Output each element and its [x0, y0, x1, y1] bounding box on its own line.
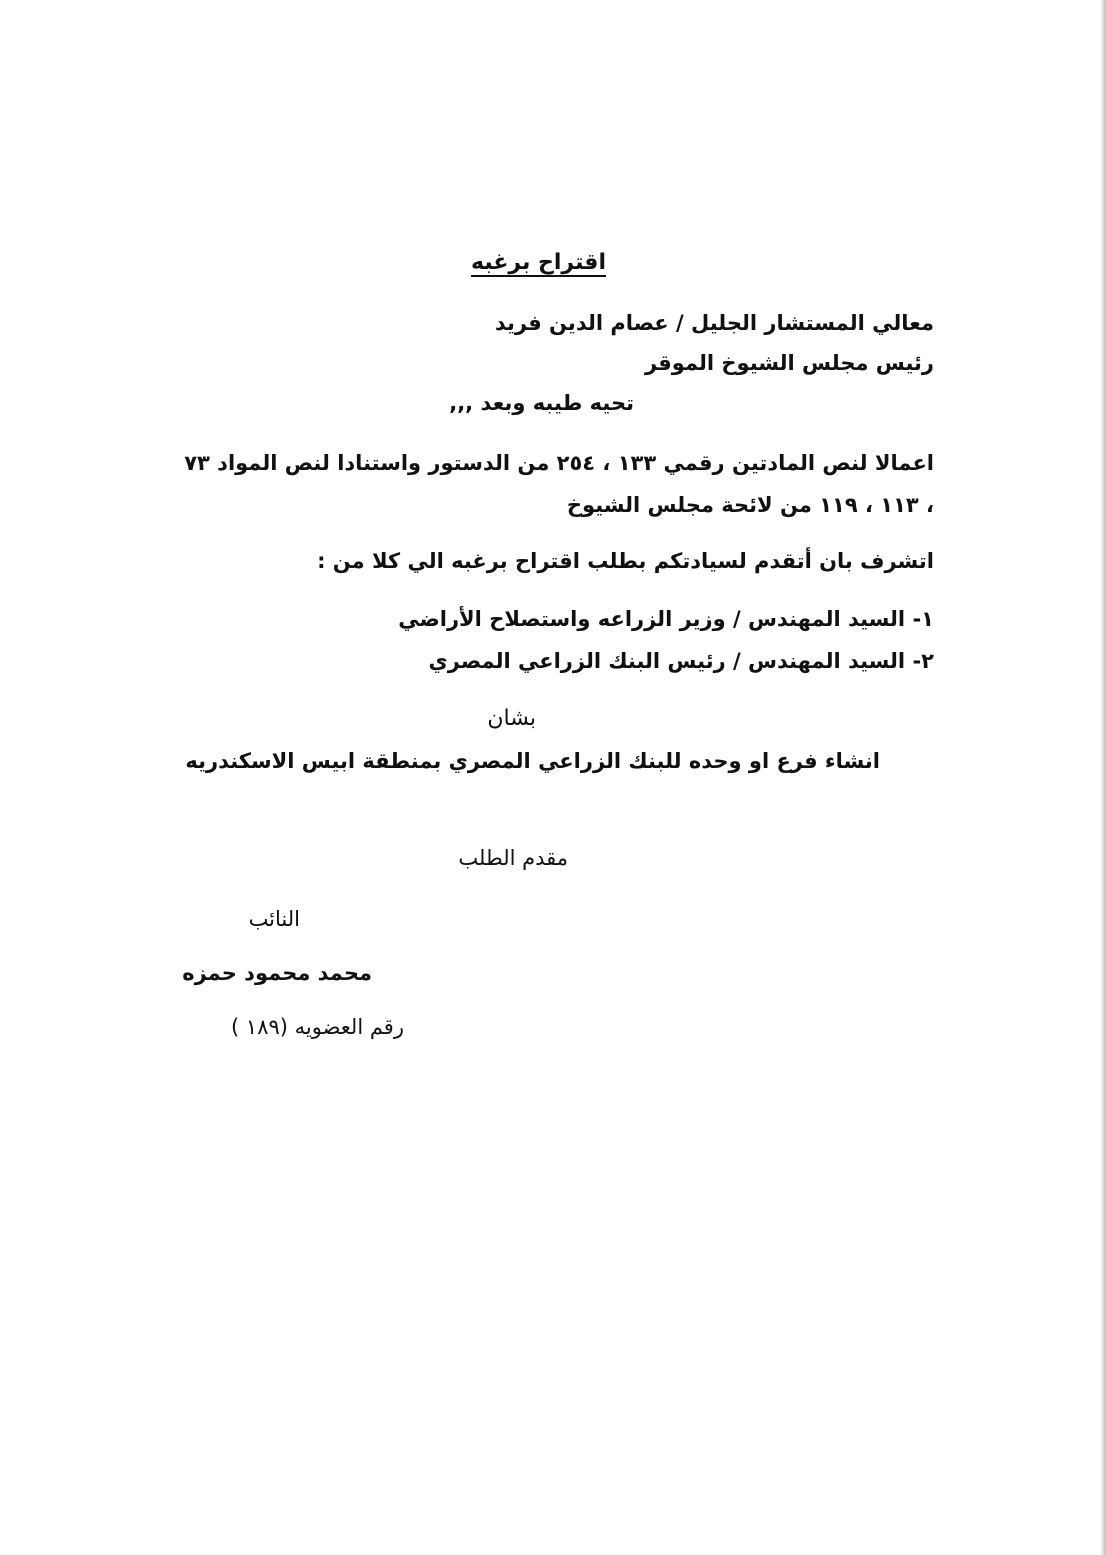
request-subject: انشاء فرع او وحده للبنك الزراعي المصري بمنطقة ابيس الاسكندريه — [185, 749, 880, 773]
legal-basis-line-1: اعمالا لنص المادتين رقمي ١٣٣ ، ٢٥٤ من الدستور واستنادا لنص المواد ٧٣ — [184, 451, 934, 475]
deputy-name: محمد محمود حمزه — [182, 961, 372, 985]
applicant-label: مقدم الطلب — [458, 846, 568, 870]
deputy-label: النائب — [248, 907, 300, 931]
recipient-item-1: ١- السيد المهندس / وزير الزراعه واستصلاح الأراضي — [398, 607, 934, 631]
legal-basis-line-2: ، ١١٣ ، ١١٩ من لائحة مجلس الشيوخ — [566, 493, 934, 517]
addressee-role: رئيس مجلس الشيوخ الموقر — [644, 351, 934, 375]
recipient-item-2: ٢- السيد المهندس / رئيس البنك الزراعي المصري — [428, 649, 934, 673]
greeting: تحيه طيبه وبعد ,,, — [449, 391, 634, 415]
request-intro: اتشرف بان أتقدم لسيادتكم بطلب اقتراح برغبه الي كلا من : — [317, 549, 934, 573]
about-label: بشان — [487, 706, 536, 731]
membership-number: رقم العضويه (١٨٩ ) — [231, 1015, 404, 1039]
document-title: اقتراح برغبه — [471, 250, 606, 275]
page-edge-shadow — [1100, 0, 1106, 1555]
addressee-line: معالي المستشار الجليل / عصام الدين فريد — [494, 311, 934, 335]
